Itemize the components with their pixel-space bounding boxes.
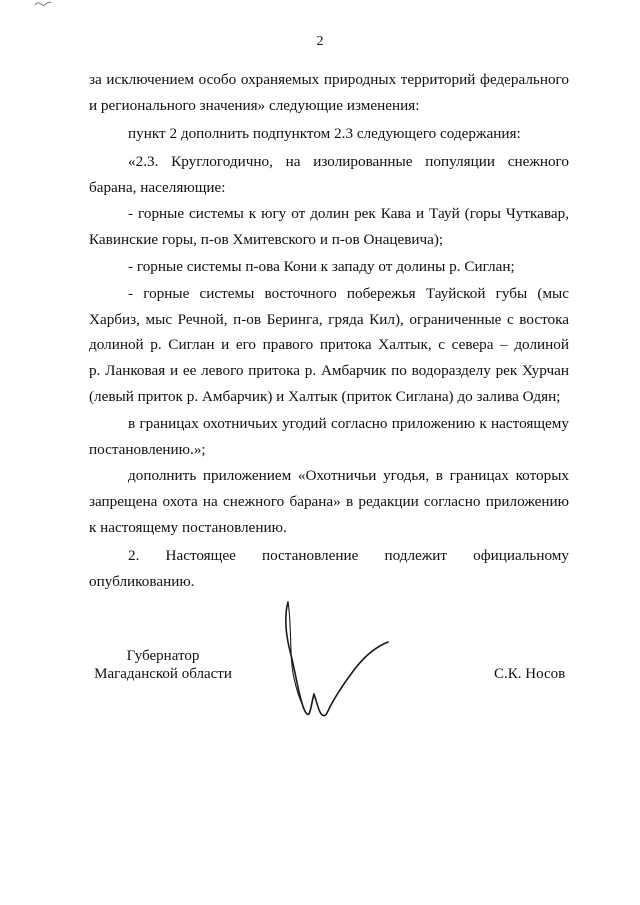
paragraph-line: дополнить приложением «Охотничьи угодья, в границах которых xyxy=(128,467,569,484)
paragraph-line: долиной р. Сиглан и его правого притока Халтык, с севера – долиной xyxy=(89,336,569,353)
page-number: 2 xyxy=(316,34,324,49)
paragraph-line: к настоящему постановлению. xyxy=(89,519,287,536)
paragraph-line: Кавинские горы, п-ов Хмитевского и п-ов Онацевича); xyxy=(89,231,444,248)
signatory-title-line2: Магаданской области xyxy=(94,666,232,682)
paragraph-line: и регионального значения» следующие изменения: xyxy=(89,97,420,114)
paragraph-line: - горные системы п-ова Кони к западу от долины р. Сиглан; xyxy=(128,258,515,275)
paragraph-line: р. Ланковая и ее левого притока р. Амбарчик по водоразделу рек Хурчан xyxy=(89,362,569,379)
paragraph-line: опубликованию. xyxy=(89,573,195,590)
paragraph-line: барана, населяющие: xyxy=(89,179,226,196)
paragraph-line: пункт 2 дополнить подпунктом 2.3 следующего содержания: xyxy=(128,125,521,142)
handwritten-signature xyxy=(270,596,410,736)
signatory-title-line1: Губернатор xyxy=(126,648,200,664)
paragraph-line: - горные системы восточного побережья Тауйской губы (мыс xyxy=(128,285,569,302)
signatory-name: С.К. Носов xyxy=(494,666,566,682)
paragraph-line: (левый приток р. Амбарчик) и Халтык (приток Сиглана) до залива Одян; xyxy=(89,388,561,405)
paragraph-line: в границах охотничьих угодий согласно приложению к настоящему xyxy=(128,415,569,432)
paragraph-line: постановлению.»; xyxy=(89,441,206,458)
paragraph-line: 2. Настоящее постановление подлежит официальному xyxy=(128,547,569,564)
paragraph-line: запрещена охота на снежного барана» в редакции согласно приложению xyxy=(89,493,569,510)
scan-mark xyxy=(34,0,52,8)
paragraph-line: - горные системы к югу от долин рек Кава и Тауй (горы Чуткавар, xyxy=(128,205,569,222)
paragraph-line: «2.3. Круглогодично, на изолированные популяции снежного xyxy=(128,153,569,170)
paragraph-line: за исключением особо охраняемых природных территорий федерального xyxy=(89,71,569,88)
paragraph-line: Харбиз, мыс Речной, п-ов Беринга, гряда Кил), ограниченные с востока xyxy=(89,311,569,328)
